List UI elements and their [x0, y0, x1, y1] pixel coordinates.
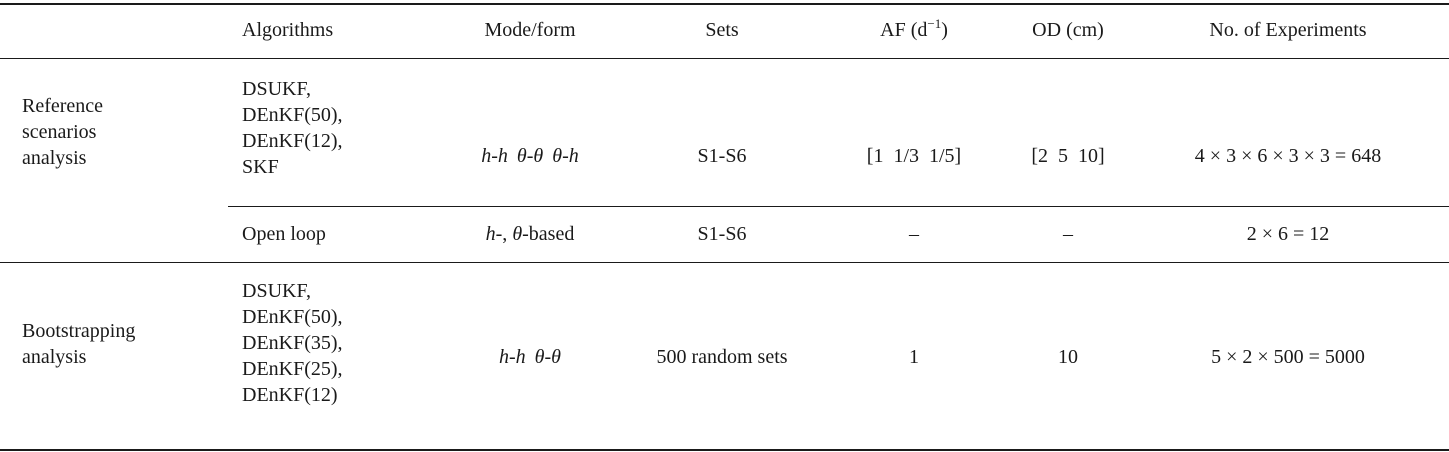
bottom-rule: [0, 449, 1449, 451]
header-rule: [0, 58, 1449, 59]
header-algorithms: Algorithms: [242, 19, 334, 41]
mode-open-loop-tail: -based: [522, 223, 575, 245]
algorithm-item: DEnKF(12),: [242, 130, 343, 152]
header-af-prefix: AF (d: [880, 19, 928, 41]
group-label-line: analysis: [22, 147, 87, 169]
sets-open-loop: S1-S6: [697, 223, 747, 245]
mode-open-loop-sep: -,: [495, 223, 513, 245]
algorithms-list-reference: [242, 76, 343, 180]
od-reference: [2 5 10]: [1031, 145, 1105, 167]
mode-open-loop-h: h: [485, 223, 496, 245]
mode-reference: h-h θ-θ θ-h: [481, 145, 579, 167]
experiments-open-loop: 2 × 6 = 12: [1246, 223, 1330, 245]
group-label-line: scenarios: [22, 121, 97, 143]
mode-bootstrapping: h-h θ-θ: [499, 346, 561, 368]
mode-open-loop-theta: θ: [512, 223, 523, 245]
group-label-line: Bootstrapping: [22, 320, 136, 342]
group-label-reference: [22, 93, 103, 171]
mode-open-loop: [486, 221, 575, 247]
od-bootstrapping: 10: [1058, 346, 1078, 368]
algorithm-item: DSUKF,: [242, 280, 311, 302]
algorithms-list-bootstrapping: [242, 278, 343, 408]
header-af-exponent: −1: [927, 16, 942, 31]
sets-bootstrapping: 500 random sets: [656, 346, 788, 368]
algorithm-item: DEnKF(12): [242, 384, 338, 406]
af-reference: [1 1/3 1/5]: [866, 145, 962, 167]
experiments-reference: 4 × 3 × 6 × 3 × 3 = 648: [1194, 145, 1382, 167]
od-open-loop: –: [1063, 223, 1073, 245]
top-rule: [0, 3, 1449, 5]
algorithm-item: DEnKF(35),: [242, 332, 343, 354]
group-label-line: analysis: [22, 346, 87, 368]
group-label-line: Reference: [22, 95, 104, 117]
header-af-suffix: ): [941, 19, 948, 41]
sets-reference: S1-S6: [697, 145, 747, 167]
algorithm-item: DSUKF,: [242, 78, 311, 100]
header-od: OD (cm): [1032, 19, 1104, 41]
group-rule: [0, 262, 1449, 263]
algorithm-item: DEnKF(25),: [242, 358, 343, 380]
algorithm-item: DEnKF(50),: [242, 104, 343, 126]
algorithm-item: DEnKF(50),: [242, 306, 343, 328]
algorithm-open-loop: Open loop: [242, 223, 326, 245]
header-experiments: No. of Experiments: [1209, 19, 1367, 41]
group-label-bootstrapping: [22, 318, 135, 370]
row-divider: [228, 206, 1449, 207]
header-mode-form: Mode/form: [484, 19, 576, 41]
experiments-bootstrapping: 5 × 2 × 500 = 5000: [1211, 346, 1365, 368]
header-af: [880, 17, 948, 43]
af-bootstrapping: 1: [909, 346, 919, 368]
header-sets: Sets: [705, 19, 739, 41]
af-open-loop: –: [909, 223, 919, 245]
algorithm-item: SKF: [242, 156, 279, 178]
